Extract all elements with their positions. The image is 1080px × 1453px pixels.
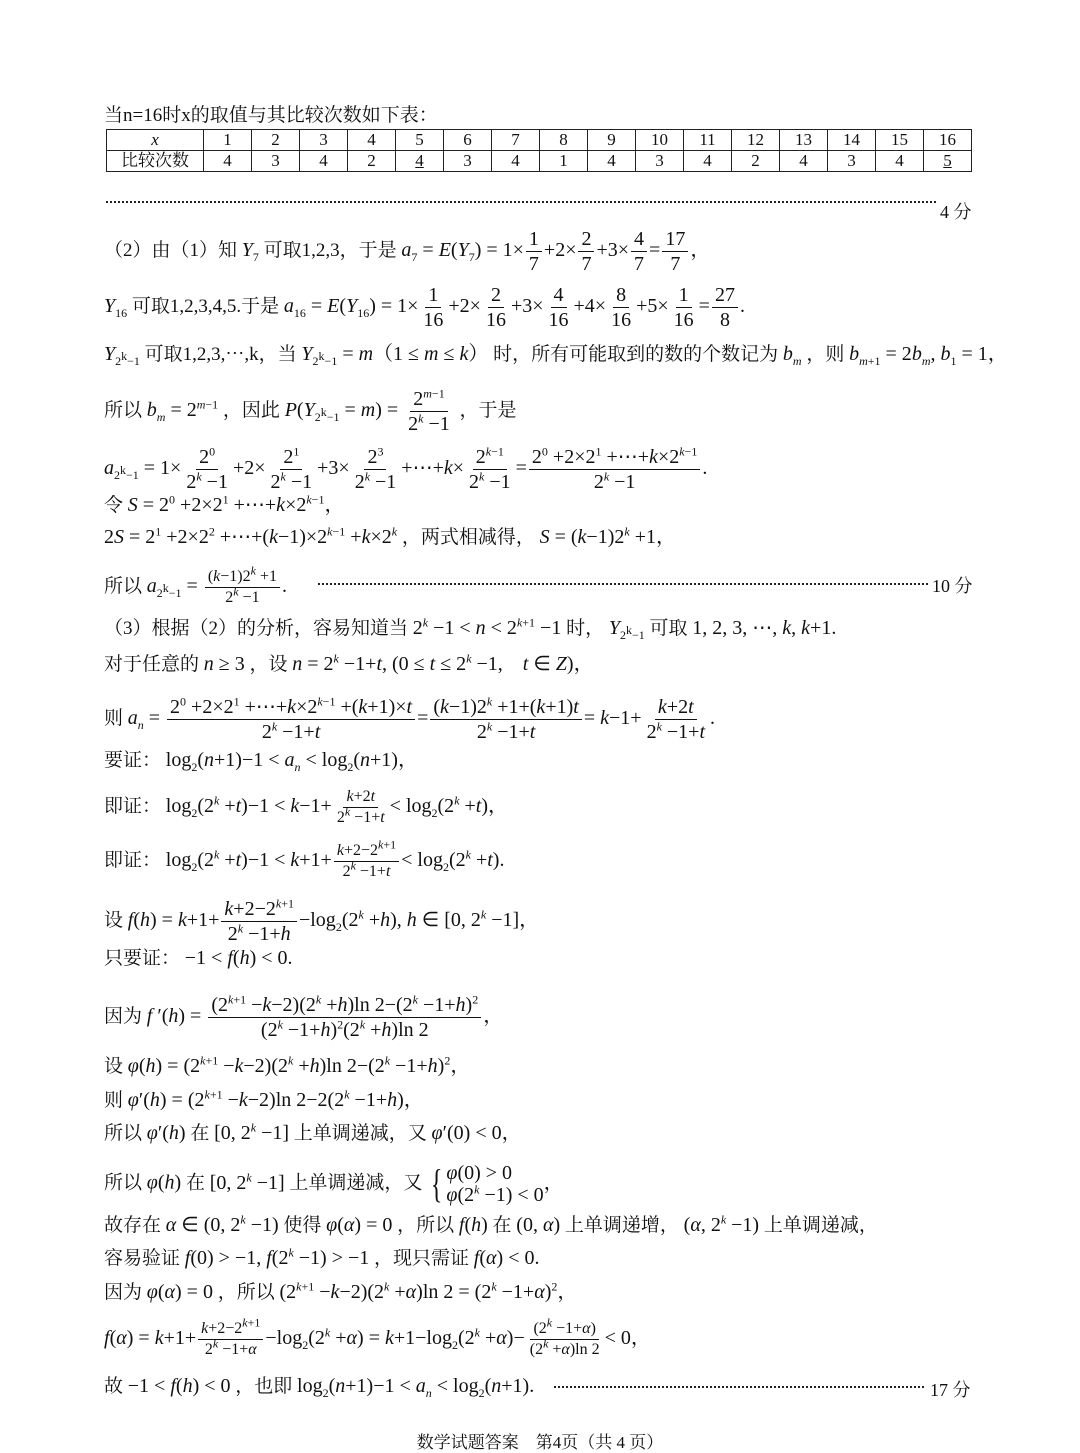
formula: f(α) < 0.	[473, 1247, 540, 1269]
text-fragment: 使得	[283, 1215, 322, 1236]
text-fragment: 可取1,2,3,4,5.于是	[131, 296, 280, 318]
text-fragment: 令	[104, 495, 124, 516]
table-cell: 2	[732, 151, 780, 172]
formula: f ′(h) = $\frac{(2^{k+1} -k-2)(2^k +h)\ln 2-(2^k -1+h)^2}{(2^k -1+h)^2(2^k +h)\ln 2}$ ，	[146, 992, 504, 1041]
formula: [0, $2^k -1$]	[209, 1169, 285, 1194]
formula: $Y_{2^k-1}$	[608, 617, 645, 642]
table-cell: 11	[684, 130, 732, 151]
formula: φ′(h)	[146, 1122, 186, 1144]
formula: $\log_2(2^k +t)-1 < k+1+$ $\frac{k+2-2^{k+1}}{2^k -1+t}$ < $\log_2(2^k +t)$.	[165, 837, 505, 880]
formula: $Y_{2^k-1} = m(1 \le m \le k)$	[301, 343, 489, 368]
text-fragment: ，设	[249, 654, 288, 675]
text-fragment: ，两式相减得，	[401, 527, 535, 548]
part3-line-8	[104, 946, 293, 971]
part3-line-17	[104, 1315, 651, 1359]
formula: [0, $2^k -1$]	[214, 1120, 290, 1144]
formula: φ′(0) < 0，	[431, 1122, 522, 1144]
table-cell: 5	[924, 151, 972, 172]
part2-line-6	[104, 493, 344, 518]
table-cell: 3	[444, 151, 492, 172]
text-fragment: 故存在	[104, 1215, 162, 1236]
table-cell: 4	[780, 151, 828, 172]
table-cell: 3	[828, 151, 876, 172]
formula: −1 < f(h) < 0	[127, 1375, 231, 1397]
part3-line-18	[104, 1374, 534, 1399]
formula: $Y_{16}$	[104, 295, 128, 321]
part2-line-4	[104, 388, 517, 435]
text-fragment: 可取	[649, 618, 688, 639]
formula: −1 < f(h) < 0.	[184, 947, 293, 969]
formula: $S = 2^0 +2\times 2^1$ $+\cdots+k\times 2^{k-1}$，	[127, 492, 345, 516]
text-fragment: ，因此	[222, 400, 280, 422]
text-fragment: 可取1,2,3,⋯,k，当	[144, 344, 297, 365]
text-fragment: 因为	[104, 1006, 143, 1028]
table-cell: 4	[588, 151, 636, 172]
formula: $2S = 2^1 +2\times 2^2$ $+\cdots+(k-1)\times 2^{k-1} +k\times 2^k$	[104, 524, 398, 548]
table-cell: 4	[348, 130, 396, 151]
text-fragment: 则	[104, 1090, 124, 1111]
intro-label: 当n=16时x的取值与其比较次数如下表：	[104, 105, 438, 126]
text-fragment: 设	[104, 1056, 124, 1077]
table-cell: 4	[204, 151, 252, 172]
text-fragment: 即证：	[104, 796, 162, 818]
formula: $a_{2^k-1}$ = $\frac{(k-1)2^k +1}{2^k -1}$ .	[146, 563, 287, 606]
text-fragment: 即证：	[104, 850, 162, 872]
table-cell: 4	[300, 151, 348, 172]
text-fragment: 所以	[104, 400, 143, 422]
formula: φ(h)	[146, 1171, 182, 1194]
text-fragment: 要证：	[104, 750, 162, 771]
table-cell: 3	[636, 151, 684, 172]
formula: α ∈ (0, $2^k -1$)	[165, 1212, 279, 1236]
text-fragment: ，所以	[397, 1215, 455, 1236]
part3-line-14	[104, 1213, 878, 1238]
dotted-leader	[554, 1386, 924, 1388]
table-cell: 1	[540, 151, 588, 172]
table-row-counts	[107, 151, 972, 172]
text-fragment: 时，	[566, 618, 605, 639]
text-fragment: 可取1,2,3，于是	[263, 240, 397, 262]
table-cell: 13	[780, 130, 828, 151]
formula: 1, 2, 3, ⋯, k, k+1.	[692, 617, 837, 639]
table-cell: 15	[876, 130, 924, 151]
text-fragment: 所以	[104, 576, 143, 598]
formula: $b_m = 2^{m-1}$	[146, 397, 219, 425]
table-cell: 2	[348, 151, 396, 172]
formula: φ(α) = 0	[146, 1281, 213, 1303]
formula: (α, $2^k -1$)	[683, 1212, 760, 1236]
formula: $\varphi'(h) = (2^{k+1} -k-2)\ln$ $2-2(2^k -1+h)$，	[127, 1087, 424, 1111]
formula: n ≥ 3	[203, 653, 245, 675]
formula: $Y_7$	[241, 239, 259, 265]
formula: $\log_2(2^k +t)-1 < k-1+$ $\frac{k+2t}{2^k -1+t}$ < $\log_2(2^k +t)$，	[165, 788, 509, 826]
table-cell: 12	[732, 130, 780, 151]
text-fragment: 在	[190, 1123, 210, 1144]
table-cell: 8	[540, 130, 588, 151]
table-cell: 4	[396, 151, 444, 172]
text-fragment: 因为	[104, 1282, 143, 1303]
table-cell: 4	[684, 151, 732, 172]
formula: $\log_2(n+1)-1 < a_n < \log_2(n+1)$，	[165, 749, 418, 774]
formula: $\varphi(h) = (2^{k+1} -k-2)(2^k +h)\ln$ $2-(2^k -1+h)^2$，	[127, 1053, 471, 1077]
table-cell: 10	[636, 130, 684, 151]
formula: $\log_2(n+1)-1 < a_n < \log_2(n+1)$.	[297, 1375, 535, 1400]
dotted-leader	[106, 201, 936, 203]
part2-line-7	[104, 525, 676, 550]
part2-line-5	[104, 446, 707, 493]
text-fragment: 上单调递减，又	[293, 1123, 427, 1144]
formula: f(h) = k+1+ $\frac{k+2-2^{k+1}}{2^k -1+h}$ $-\log_2(2^k +h)$, h ∈ [0, $2^k -1$]，	[127, 896, 540, 945]
part2-line-8	[104, 563, 287, 607]
text-fragment: ，于是	[459, 400, 517, 422]
text-fragment: 在	[185, 1172, 205, 1194]
formula: $P(Y_{2^k-1} = m)$ = $\frac{2^{m-1}}{2^k -1}$	[284, 386, 450, 435]
text-fragment: （3）根据（2）的分析，容易知道当	[104, 618, 409, 639]
score-mark: 4 分	[940, 202, 972, 222]
text-fragment: ，所以	[217, 1282, 275, 1303]
part3-line-2	[104, 652, 594, 677]
text-fragment: 只要证：	[104, 948, 181, 969]
comparison-table	[106, 129, 972, 172]
table-cell: 14	[828, 130, 876, 151]
table-cell: 3	[300, 130, 348, 151]
part3-line-7	[104, 898, 539, 945]
table-header-x: x	[107, 130, 204, 151]
part2-line-1	[104, 228, 710, 275]
text-fragment: 所以	[104, 1172, 143, 1194]
formula: f(h)	[458, 1214, 488, 1236]
table-cell: 5	[396, 130, 444, 151]
formula: $a_{2^k-1} = 1\times$ $\frac{2^0}{2^k -1}$ +2× $\frac{2^1}{2^k -1}$ +3× $\frac{2^3}{2^k -1}$ +⋯+k× $\frac{2^{k-1}}{2^k -1}$ = $\frac{2^0 +2\times 2^1 +\cdots+k\times 2^{k-1}}{2^k -1}$ .	[104, 444, 708, 493]
text-fragment: 时，所有可能取到的数的个数记为	[493, 344, 779, 365]
dotted-leader	[318, 583, 928, 585]
text-fragment: 对于任意的	[104, 654, 200, 675]
text-fragment: 上单调递增，	[564, 1215, 679, 1236]
part3-line-12	[104, 1121, 522, 1146]
text-fragment: 上单调递减，	[763, 1215, 878, 1236]
score-mark: 17 分	[930, 1380, 971, 1400]
text-fragment: 上单调递减，又	[289, 1172, 423, 1194]
formula: f(α) = k+1+ $\frac{k+2-2^{k+1}}{2^k -1+\alpha}$ $-\log_2(2^k +\alpha) = k+1-\log_2(2^k +\alpha)-$ $\frac{(2^k -1+\alpha)}{(2^k +\alpha)\ln 2}$ < 0，	[104, 1315, 651, 1358]
table-cell: 3	[252, 151, 300, 172]
part3-line-4	[104, 748, 418, 773]
formula: $n = 2^k -1+t$, ($0 \le t \le 2^k -1$, t ∈ Z)，	[292, 651, 594, 675]
table-cell: 9	[588, 130, 636, 151]
part3-line-9	[104, 994, 503, 1041]
text-fragment: 在	[492, 1215, 512, 1236]
table-cell: 16	[924, 130, 972, 151]
text-fragment: ，也即	[235, 1376, 293, 1397]
score-mark: 10 分	[932, 576, 973, 596]
text-fragment: 所以	[104, 1123, 143, 1144]
table-cell: 4	[492, 151, 540, 172]
text-fragment: （2）由（1）知	[104, 240, 238, 262]
formula: $a_{16} = E(Y_{16}) = 1\times$ $\frac{1}{16}$ +2× $\frac{2}{16}$ +3× $\frac{4}{16}$ +4× $\frac{8}{16}$ +5× $\frac{1}{16}$ = $\frac{27}{8}$ .	[283, 284, 745, 331]
text-fragment: 故	[104, 1376, 124, 1397]
formula: $a_7 = E(Y_7) = 1\times$ $\frac{1}{7}$ +2× $\frac{2}{7}$ +3× $\frac{4}{7}$ = $\frac{17}{7}$ ，	[401, 228, 711, 275]
part3-line-3	[104, 696, 715, 743]
formula: f(0) > −1, $f(2^k -1) > -1$	[184, 1245, 370, 1269]
page-footer: 数学试题答案 第4页（共 4 页）	[416, 1433, 664, 1452]
table-cell: 4	[876, 151, 924, 172]
part3-line-13	[104, 1162, 564, 1206]
text-fragment: ，则	[806, 344, 845, 365]
part3-line-11	[104, 1088, 424, 1113]
intro-text	[104, 104, 438, 128]
table-cell: 6	[444, 130, 492, 151]
part3-line-5	[104, 788, 508, 827]
table-cell: 2	[252, 130, 300, 151]
formula: $(2^{k+1} -k-2)(2^k +\alpha)\ln$ $2 = (2^k -1+\alpha)^2$，	[279, 1279, 578, 1303]
formula: $b_m$	[782, 343, 802, 368]
table-cell: 1	[204, 130, 252, 151]
formula: $2^k -1 < n < 2^{k+1} -1$	[412, 615, 562, 639]
table-cell: 7	[492, 130, 540, 151]
part3-line-10	[104, 1054, 470, 1079]
table-row-x	[107, 130, 972, 151]
text-fragment: 设	[104, 910, 124, 932]
formula: (0, α)	[516, 1214, 561, 1236]
formula: $S = (k-1)2^k +1$，	[539, 524, 676, 548]
formula: φ(α) = 0	[326, 1214, 393, 1236]
text-fragment: 容易验证	[104, 1248, 181, 1269]
part3-line-16	[104, 1280, 577, 1305]
part3-line-1	[104, 616, 836, 641]
part3-line-6	[104, 837, 505, 881]
text-fragment: 则	[104, 708, 124, 730]
table-header-counts: 比较次数	[107, 151, 204, 172]
formula: { φ(0) > 0 $\varphi(2^k -1) < 0$ ，	[431, 1161, 564, 1206]
formula: $a_n$ = $\frac{2^0 +2\times 2^1 +\cdots+k\times 2^{k-1} +(k+1)\times t}{2^k -1+t}$ = $\frac{(k-1)2^k +1+(k+1)t}{2^k -1+t}$ = k−1+ $\frac{k+2t}{2^k -1+t}$ .	[127, 694, 716, 743]
formula: $b_{m+1} = 2b_m$, $b_1 = 1$，	[849, 343, 1008, 368]
text-fragment: ，现只需证	[374, 1248, 470, 1269]
part2-line-3	[104, 342, 1008, 367]
part3-line-15	[104, 1246, 539, 1271]
part2-line-2	[104, 284, 745, 331]
formula: $Y_{2^k-1}$	[104, 343, 140, 368]
